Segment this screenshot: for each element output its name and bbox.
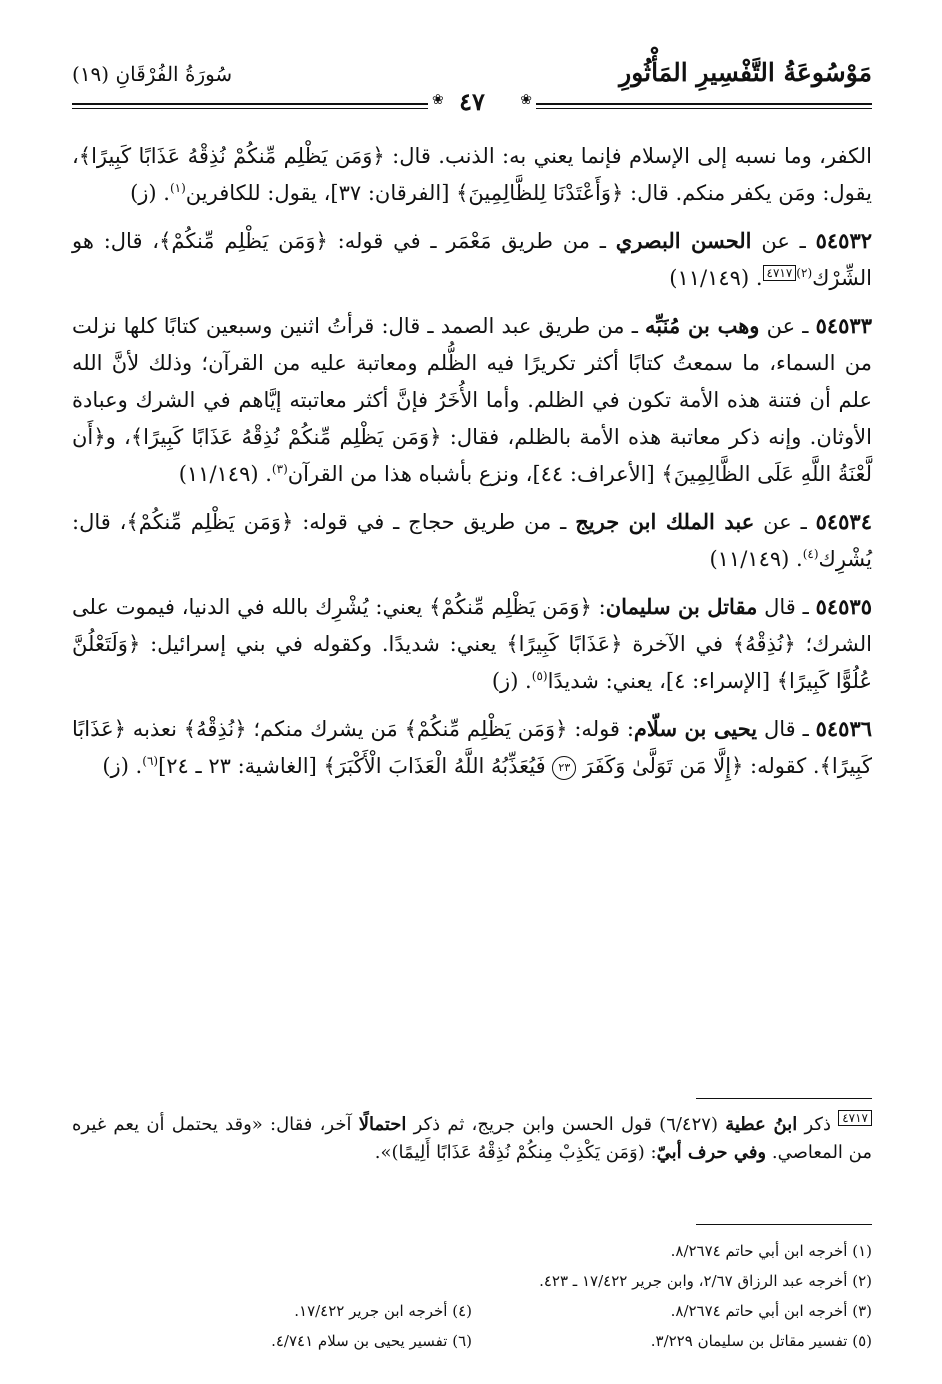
ayah-reference: [الفرقان: ٣٧] <box>330 181 450 205</box>
quran-quote: ﴿عَذَابًا كَبِيرًا﴾ <box>72 717 872 778</box>
footnote-marker: (٥) <box>531 669 548 683</box>
narrator-name: عبد الملك ابن جريج <box>575 509 755 534</box>
athar-entry: ٥٤٥٣٦ ـ قال يحيى بن سلّام: قوله: ﴿وَمَن يَظْلِم مِّنكُمْ﴾ مَن يشرك منكم؛ ﴿نُذِقْهُ﴾ نعذبه ﴿عَذَابًا كَبِيرًا﴾. كقوله: ﴿إِلَّا مَن تَوَلَّىٰ وَكَفَرَ ٢٣ فَيُعَذِّبُهُ اللَّهُ الْعَذَابَ الْأَكْبَرَ﴾ [الغاشية: ٢٣ ـ ٢٤]$^{(٦)}$. (ز) <box>72 716 873 778</box>
ayah-reference: [الأعراف: ٤٤] <box>532 462 655 486</box>
page-number: ٤٧ <box>459 87 485 116</box>
quran-quote: ﴿وَمَن يَظْلِم مِّنكُمْ﴾ <box>429 595 592 619</box>
narrator-name: الحسن البصري <box>615 228 752 253</box>
entry-number: ٥٤٥٣٢ <box>815 228 873 253</box>
footnote: (٣) أخرجه ابن أبي حاتم ٨/٢٦٧٤. <box>670 1302 872 1320</box>
main-text <box>72 138 872 795</box>
quran-quote: ﴿أَن لَّعْنَةُ اللَّهِ عَلَى الظَّالِمِينَ﴾ <box>72 425 872 486</box>
quran-quote: ﴿وَمَن يَظْلِم مِّنكُمْ نُذِقْهُ عَذَابًا كَبِيرًا﴾ <box>130 425 442 449</box>
ayah-reference: [الإسراء: ٤] <box>665 669 771 693</box>
footnote: (٢) أخرجه عبد الرزاق ٢/٦٧، وابن جرير ١٧/٤٢٢ ـ ٤٢٣. <box>539 1272 872 1290</box>
quran-quote: فَيُعَذِّبُهُ اللَّهُ الْعَذَابَ الْأَكْبَرَ﴾ <box>323 754 546 778</box>
footnote-separator <box>696 1224 872 1225</box>
quran-quote: ﴿إِلَّا مَن تَوَلَّىٰ وَكَفَرَ <box>583 754 744 778</box>
footnote: (٦) تفسير يحيى بن سلام ٤/٧٤١. <box>271 1332 472 1350</box>
quran-quote: ﴿وَمَن يَظْلِم مِّنكُمْ﴾ <box>404 717 568 741</box>
athar-entry: ٥٤٥٣٣ ـ عن وهب بن مُنَبِّه ـ من طريق عبد الصمد ـ قال: قرأتُ اثنين وسبعين كتابًا كلها نزلت من السماء، ما سمعتُ كتابًا أكثر تكريرًا فيه الظُّلم ومعاتبة عليه من القرآن؛ وذلك لأنَّ الله علم أن فتنة هذه الأمة تكون في الظلم. وأما الأُخَرُ فإنَّ أكثر معاتبته إيَّاهم في الشرك وعبادة الأوثان. وإنه ذكر معاتبة هذه الأمة بالظلم، فقال: ﴿وَمَن يَظْلِم مِّنكُمْ نُذِقْهُ عَذَابًا كَبِيرًا﴾، و﴿أَن لَّعْنَةُ اللَّهِ عَلَى الظَّالِمِينَ﴾ [الأعراف: ٤٤]، ونزع بأشباه هذا من القرآن$^{(٣)}$. (١١/١٤٩) <box>72 313 872 486</box>
book-title: مَوْسُوعَةُ التَّفْسِيرِ المَأْثُورِ <box>619 58 872 87</box>
athar-entry: ٥٤٥٣٤ ـ عن عبد الملك ابن جريج ـ من طريق حجاج ـ في قوله: ﴿وَمَن يَظْلِم مِّنكُمْ﴾، قال: يُشْرِك$^{(٤)}$. (١١/١٤٩) <box>72 509 872 571</box>
ornament-icon: ❀ <box>520 92 532 108</box>
footnote-marker: (٤) <box>802 547 819 561</box>
surah-label: سُورَةُ الفُرْقَانِ (١٩) <box>72 62 233 86</box>
entry-number: ٥٤٥٣٤ <box>815 509 872 534</box>
entry-number: ٥٤٥٣٦ <box>815 716 873 741</box>
quran-quote: ﴿وَمَن يَظْلِم مِّنكُمْ﴾ <box>159 229 328 253</box>
quran-quote: ﴿نُذِقْهُ﴾ <box>732 632 796 656</box>
ayah-reference: [الغاشية: ٢٣ ـ ٢٤] <box>158 754 317 778</box>
ornament-icon: ❀ <box>432 92 444 108</box>
running-header <box>72 52 872 116</box>
quran-quote: ﴿نُذِقْهُ﴾ <box>183 717 247 741</box>
footnote-marker: (٢) <box>796 266 813 280</box>
footnote: (٥) تفسير مقاتل بن سليمان ٣/٢٢٩. <box>650 1332 872 1350</box>
quran-quote: ﴿وَمَن يَظْلِم مِّنكُمْ﴾ <box>126 510 294 534</box>
quran-quote: ﴿وَمَن يَظْلِم مِّنكُمْ نُذِقْهُ عَذَابًا كَبِيرًا﴾ <box>78 144 385 168</box>
quran-quote: ﴿عَذَابًا كَبِيرًا﴾ <box>506 632 623 656</box>
footnote-marker: (١) <box>169 181 186 195</box>
narrator-name: مقاتل بن سليمان <box>605 594 758 619</box>
paragraph-continued: الكفر، وما نسبه إلى الإسلام فإنما يعني به: الذنب. قال: ﴿وَمَن يَظْلِم مِّنكُمْ نُذِقْهُ عَذَابًا كَبِيرًا﴾، يقول: ومَن يكفر منكم. قال: ﴿وَأَعْتَدْنَا لِلظَّالِمِينَ﴾ [الفرقان: ٣٧]، يقول: للكافرين$^{(١)}$. (ز) <box>72 144 872 205</box>
cross-reference-box[interactable]: ٤٧١٧ <box>838 1110 872 1126</box>
commentary-note: ٤٧١٧ ذكر ابنُ عطية (٦/٤٢٧) قول الحسن وابن جريج، ثم ذكر احتمالًا آخر، فقال: «وقد يحتمل أن يعم غيره من المعاصي. وفي حرف أبيّ: (وَمَن يَكْذِبْ مِنكُمْ نُذِقْهُ عَذَابًا أَلِيمًا)». <box>72 1111 872 1163</box>
footnote: (٤) أخرجه ابن جرير ١٧/٤٢٢. <box>294 1302 472 1320</box>
athar-entry: ٥٤٥٣٢ ـ عن الحسن البصري ـ من طريق مَعْمَر ـ في قوله: ﴿وَمَن يَظْلِم مِّنكُمْ﴾، قال: هو الشِّرْك$^{(٢)}$٤٧١٧. (١١/١٤٩) <box>72 228 873 290</box>
footnote-marker: (٣) <box>271 462 288 476</box>
athar-entry: ٥٤٥٣٥ ـ قال مقاتل بن سليمان: ﴿وَمَن يَظْلِم مِّنكُمْ﴾ يعني: يُشْرِك بالله في الدنيا، فيموت على الشرك؛ ﴿نُذِقْهُ﴾ في الآخرة ﴿عَذَابًا كَبِيرًا﴾ يعني: شديدًا. وكقوله في بني إسرائيل: ﴿وَلَتَعْلُنَّ عُلُوًّا كَبِيرًا﴾ [الإسراء: ٤]، يعني: شديدًا$^{(٥)}$. (ز) <box>72 594 873 693</box>
entry-number: ٥٤٥٣٣ <box>815 313 872 338</box>
quran-quote: ﴿وَلَتَعْلُنَّ عُلُوًّا كَبِيرًا﴾ <box>72 632 872 693</box>
narrator-name: يحيى بن سلّام <box>633 716 758 741</box>
footnotes <box>72 1236 872 1356</box>
quran-quote: ﴿وَأَعْتَدْنَا لِلظَّالِمِينَ﴾ <box>456 181 624 205</box>
ayah-number-icon: ٢٣ <box>552 756 576 780</box>
page <box>72 52 872 1352</box>
entry-number: ٥٤٥٣٥ <box>815 594 872 619</box>
cross-reference-box[interactable]: ٤٧١٧ <box>763 265 797 281</box>
footnote-marker: (٦) <box>142 754 159 768</box>
footnote: (١) أخرجه ابن أبي حاتم ٨/٢٦٧٤. <box>670 1242 872 1260</box>
narrator-name: وهب بن مُنَبِّه <box>645 313 760 338</box>
note-separator <box>696 1098 872 1099</box>
